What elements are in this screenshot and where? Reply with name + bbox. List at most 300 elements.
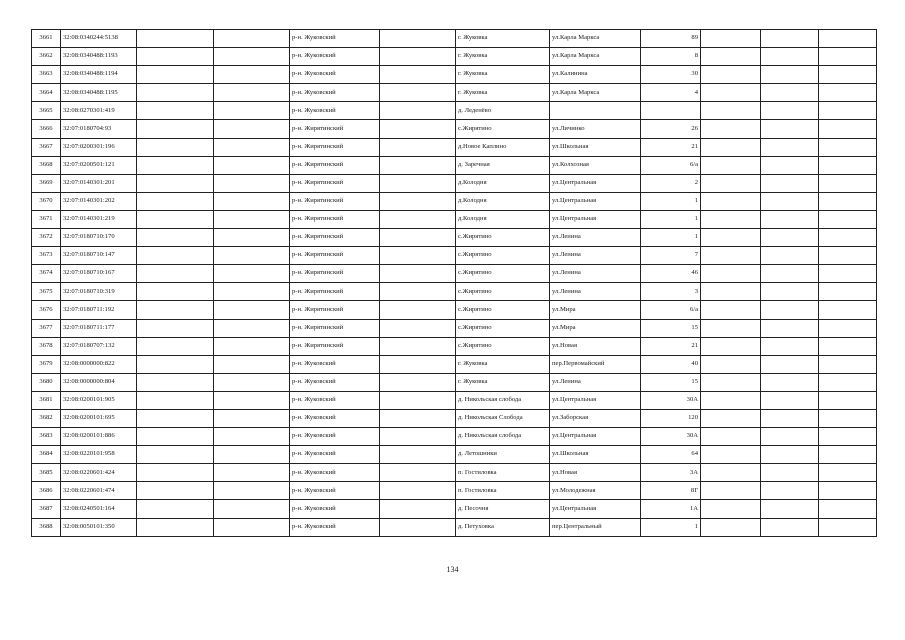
cell-locality: д. Никольская слобода: [456, 428, 550, 446]
cell-blank-col-4: [214, 84, 290, 102]
cell-district: р-н. Жуковский: [290, 102, 380, 120]
cell-blank-col-4: [214, 337, 290, 355]
cell-blank-col-6: [380, 174, 456, 192]
cell-house-number: [641, 102, 701, 120]
cell-locality: с.Жирятино: [456, 247, 550, 265]
cell-blank-col-10: [701, 428, 761, 446]
cell-blank-col-12: [819, 48, 877, 66]
cell-blank-col-11: [761, 464, 819, 482]
cell-blank-col-3: [137, 283, 214, 301]
cell-cadastral-number: 32:07:0180710:170: [61, 229, 137, 247]
cell-blank-col-11: [761, 319, 819, 337]
cell-blank-col-12: [819, 84, 877, 102]
cell-blank-col-11: [761, 301, 819, 319]
cell-blank-col-11: [761, 138, 819, 156]
cell-blank-col-4: [214, 210, 290, 228]
cell-house-number: 1: [641, 229, 701, 247]
table-row: [32, 30, 877, 48]
cell-blank-col-12: [819, 518, 877, 536]
cell-blank-col-6: [380, 464, 456, 482]
cell-row-number: 3678: [32, 337, 61, 355]
cell-house-number: 21: [641, 337, 701, 355]
table-row: [32, 464, 877, 482]
table-row: [32, 192, 877, 210]
cell-blank-col-3: [137, 66, 214, 84]
cell-district: р-н. Жирятинский: [290, 210, 380, 228]
cell-cadastral-number: 32:08:0240501:164: [61, 500, 137, 518]
cell-blank-col-4: [214, 355, 290, 373]
cell-locality: с.Жирятино: [456, 283, 550, 301]
cell-blank-col-6: [380, 500, 456, 518]
cell-street: ул.Карла Маркса: [550, 48, 641, 66]
cell-blank-col-12: [819, 138, 877, 156]
cell-row-number: 3681: [32, 391, 61, 409]
cell-district: р-н. Жуковский: [290, 446, 380, 464]
cell-cadastral-number: 32:08:0220101:958: [61, 446, 137, 464]
cell-street: ул.Школьная: [550, 138, 641, 156]
cell-blank-col-12: [819, 102, 877, 120]
cell-blank-col-3: [137, 192, 214, 210]
cell-locality: д. Никольская слобода: [456, 391, 550, 409]
cell-row-number: 3687: [32, 500, 61, 518]
cell-blank-col-3: [137, 391, 214, 409]
cell-district: р-н. Жуковский: [290, 391, 380, 409]
cell-blank-col-4: [214, 518, 290, 536]
table-row: [32, 66, 877, 84]
cell-street: ул.Молодежная: [550, 482, 641, 500]
cell-house-number: 1А: [641, 500, 701, 518]
cell-district: р-н. Жирятинский: [290, 120, 380, 138]
cell-blank-col-3: [137, 482, 214, 500]
cell-blank-col-10: [701, 48, 761, 66]
cell-blank-col-3: [137, 265, 214, 283]
cell-house-number: 2: [641, 174, 701, 192]
cell-blank-col-11: [761, 265, 819, 283]
cell-district: р-н. Жуковский: [290, 409, 380, 427]
cell-blank-col-4: [214, 283, 290, 301]
cell-blank-col-12: [819, 229, 877, 247]
table-row: [32, 409, 877, 427]
cell-blank-col-4: [214, 174, 290, 192]
cell-locality: г. Жуковка: [456, 355, 550, 373]
cell-house-number: 40: [641, 355, 701, 373]
cell-blank-col-12: [819, 66, 877, 84]
cell-street: пер.Центральный: [550, 518, 641, 536]
cell-blank-col-3: [137, 210, 214, 228]
cell-row-number: 3682: [32, 409, 61, 427]
cell-blank-col-3: [137, 464, 214, 482]
cell-blank-col-12: [819, 373, 877, 391]
cell-locality: д. Леденёво: [456, 102, 550, 120]
cell-street: ул.Карла Маркса: [550, 84, 641, 102]
cell-district: р-н. Жуковский: [290, 66, 380, 84]
cell-blank-col-12: [819, 446, 877, 464]
cell-house-number: 6/а: [641, 301, 701, 319]
cell-blank-col-11: [761, 283, 819, 301]
cell-blank-col-4: [214, 446, 290, 464]
cell-district: р-н. Жирятинский: [290, 337, 380, 355]
cell-blank-col-6: [380, 48, 456, 66]
table-row: [32, 482, 877, 500]
cell-blank-col-3: [137, 301, 214, 319]
cell-house-number: 30: [641, 66, 701, 84]
cell-street: ул.Центральная: [550, 174, 641, 192]
cell-house-number: 30А: [641, 391, 701, 409]
cell-locality: д. Песочня: [456, 500, 550, 518]
cell-blank-col-10: [701, 229, 761, 247]
cell-cadastral-number: 32:08:0200101:886: [61, 428, 137, 446]
cell-street: ул.Центральная: [550, 391, 641, 409]
cell-blank-col-6: [380, 391, 456, 409]
cell-locality: с.Жирятино: [456, 229, 550, 247]
cell-row-number: 3679: [32, 355, 61, 373]
cell-blank-col-6: [380, 518, 456, 536]
cell-blank-col-6: [380, 66, 456, 84]
cell-blank-col-11: [761, 409, 819, 427]
cell-cadastral-number: 32:08:0340244:5138: [61, 30, 137, 48]
cell-cadastral-number: 32:08:0000000:804: [61, 373, 137, 391]
cell-blank-col-11: [761, 355, 819, 373]
table-row: [32, 247, 877, 265]
cell-street: ул.Заборская: [550, 409, 641, 427]
cell-blank-col-10: [701, 446, 761, 464]
cell-house-number: 1: [641, 192, 701, 210]
cell-row-number: 3675: [32, 283, 61, 301]
cell-blank-col-12: [819, 482, 877, 500]
cell-blank-col-12: [819, 156, 877, 174]
cell-blank-col-11: [761, 102, 819, 120]
cell-locality: д.Новое Каплино: [456, 138, 550, 156]
cell-street: ул.Колхозная: [550, 156, 641, 174]
cell-row-number: 3684: [32, 446, 61, 464]
table-row: [32, 428, 877, 446]
cell-blank-col-6: [380, 301, 456, 319]
cell-house-number: 64: [641, 446, 701, 464]
cell-cadastral-number: 32:08:0220601:474: [61, 482, 137, 500]
cell-blank-col-3: [137, 229, 214, 247]
cell-cadastral-number: 32:08:0200101:695: [61, 409, 137, 427]
cell-blank-col-11: [761, 66, 819, 84]
cell-locality: д. Петуховка: [456, 518, 550, 536]
cell-district: р-н. Жуковский: [290, 428, 380, 446]
table-row: [32, 446, 877, 464]
table-row: [32, 84, 877, 102]
cell-blank-col-3: [137, 120, 214, 138]
cell-blank-col-3: [137, 319, 214, 337]
cell-house-number: 30А: [641, 428, 701, 446]
cell-street: ул.Центральная: [550, 192, 641, 210]
page-number: 134: [446, 565, 459, 574]
cell-blank-col-4: [214, 409, 290, 427]
cell-blank-col-3: [137, 102, 214, 120]
cell-street: ул.Калинина: [550, 66, 641, 84]
cell-street: ул.Новая: [550, 464, 641, 482]
cell-blank-col-6: [380, 446, 456, 464]
cell-blank-col-6: [380, 138, 456, 156]
cell-blank-col-11: [761, 247, 819, 265]
cell-street: ул.Центральная: [550, 500, 641, 518]
cell-cadastral-number: 32:07:0200501:121: [61, 156, 137, 174]
cell-blank-col-4: [214, 464, 290, 482]
cell-house-number: 7: [641, 247, 701, 265]
cell-cadastral-number: 32:07:0200301:196: [61, 138, 137, 156]
cell-blank-col-11: [761, 229, 819, 247]
cell-locality: с.Жирятино: [456, 319, 550, 337]
cell-blank-col-4: [214, 30, 290, 48]
cell-house-number: 21: [641, 138, 701, 156]
cell-district: р-н. Жирятинский: [290, 156, 380, 174]
cell-blank-col-10: [701, 518, 761, 536]
table-row: [32, 229, 877, 247]
cell-cadastral-number: 32:07:0180704:93: [61, 120, 137, 138]
cell-blank-col-12: [819, 265, 877, 283]
cell-blank-col-6: [380, 102, 456, 120]
table-row: [32, 265, 877, 283]
cell-blank-col-4: [214, 229, 290, 247]
cell-house-number: 15: [641, 373, 701, 391]
cell-locality: г. Жуковка: [456, 30, 550, 48]
cell-row-number: 3683: [32, 428, 61, 446]
cell-row-number: 3686: [32, 482, 61, 500]
cell-locality: с.Жирятино: [456, 337, 550, 355]
cell-blank-col-12: [819, 391, 877, 409]
cell-blank-col-4: [214, 265, 290, 283]
cell-row-number: 3668: [32, 156, 61, 174]
cell-cadastral-number: 32:08:0340488:1195: [61, 84, 137, 102]
cell-blank-col-4: [214, 482, 290, 500]
cell-locality: д.Колодня: [456, 210, 550, 228]
cell-cadastral-number: 32:08:0270301:419: [61, 102, 137, 120]
cell-district: р-н. Жирятинский: [290, 319, 380, 337]
cell-blank-col-6: [380, 409, 456, 427]
cell-blank-col-11: [761, 210, 819, 228]
cell-street: ул.Карла Маркса: [550, 30, 641, 48]
cell-blank-col-11: [761, 48, 819, 66]
cell-locality: д.Колодня: [456, 174, 550, 192]
cell-locality: г. Жуковка: [456, 48, 550, 66]
cell-street: ул.Ленина: [550, 247, 641, 265]
cell-district: р-н. Жуковский: [290, 373, 380, 391]
cell-blank-col-3: [137, 409, 214, 427]
cell-blank-col-10: [701, 319, 761, 337]
cell-house-number: 1: [641, 210, 701, 228]
cell-blank-col-4: [214, 48, 290, 66]
cell-row-number: 3671: [32, 210, 61, 228]
table-row: [32, 355, 877, 373]
cell-house-number: 1: [641, 518, 701, 536]
cell-row-number: 3672: [32, 229, 61, 247]
cell-district: р-н. Жуковский: [290, 48, 380, 66]
cell-blank-col-3: [137, 373, 214, 391]
cell-blank-col-3: [137, 156, 214, 174]
cell-blank-col-6: [380, 373, 456, 391]
cell-locality: д. Летошники: [456, 446, 550, 464]
cell-cadastral-number: 32:07:0180710:167: [61, 265, 137, 283]
cell-blank-col-11: [761, 446, 819, 464]
cell-blank-col-4: [214, 500, 290, 518]
cell-row-number: 3674: [32, 265, 61, 283]
cell-blank-col-10: [701, 120, 761, 138]
cell-house-number: 26: [641, 120, 701, 138]
table-row: [32, 48, 877, 66]
cell-blank-col-10: [701, 482, 761, 500]
table-row: [32, 120, 877, 138]
cell-blank-col-3: [137, 337, 214, 355]
cell-blank-col-3: [137, 247, 214, 265]
cell-blank-col-11: [761, 428, 819, 446]
cell-blank-col-10: [701, 102, 761, 120]
cell-blank-col-12: [819, 500, 877, 518]
cell-cadastral-number: 32:07:0140301:202: [61, 192, 137, 210]
cell-blank-col-3: [137, 84, 214, 102]
cell-blank-col-6: [380, 319, 456, 337]
cell-blank-col-12: [819, 283, 877, 301]
cell-blank-col-6: [380, 192, 456, 210]
table-row: [32, 500, 877, 518]
cell-blank-col-6: [380, 210, 456, 228]
cell-blank-col-4: [214, 247, 290, 265]
cell-row-number: 3661: [32, 30, 61, 48]
table-row: [32, 283, 877, 301]
cell-blank-col-10: [701, 409, 761, 427]
cell-blank-col-12: [819, 337, 877, 355]
cell-blank-col-3: [137, 446, 214, 464]
cell-house-number: 15: [641, 319, 701, 337]
cell-house-number: 6/а: [641, 156, 701, 174]
cell-locality: с.Жирятино: [456, 265, 550, 283]
cell-blank-col-6: [380, 30, 456, 48]
cell-blank-col-11: [761, 192, 819, 210]
table-row: [32, 301, 877, 319]
cell-street: ул.Ленина: [550, 265, 641, 283]
cell-house-number: 8: [641, 48, 701, 66]
cell-street: ул.Ленина: [550, 283, 641, 301]
cell-street: ул.Ленина: [550, 229, 641, 247]
cell-blank-col-11: [761, 30, 819, 48]
table-row: [32, 102, 877, 120]
cell-cadastral-number: 32:07:0140301:201: [61, 174, 137, 192]
cell-blank-col-11: [761, 120, 819, 138]
table-row: [32, 518, 877, 536]
cell-blank-col-4: [214, 102, 290, 120]
cell-blank-col-6: [380, 482, 456, 500]
cell-cadastral-number: 32:08:0340488:1194: [61, 66, 137, 84]
cell-cadastral-number: 32:07:0140301:219: [61, 210, 137, 228]
cell-row-number: 3669: [32, 174, 61, 192]
cell-blank-col-11: [761, 482, 819, 500]
cell-cadastral-number: 32:08:0050101:350: [61, 518, 137, 536]
table-row: [32, 319, 877, 337]
cell-house-number: 120: [641, 409, 701, 427]
cell-cadastral-number: 32:08:0220601:424: [61, 464, 137, 482]
cell-row-number: 3666: [32, 120, 61, 138]
cell-blank-col-12: [819, 428, 877, 446]
cell-street: ул.Ленина: [550, 373, 641, 391]
cell-house-number: 3: [641, 283, 701, 301]
cell-blank-col-10: [701, 138, 761, 156]
cell-blank-col-10: [701, 192, 761, 210]
cell-row-number: 3665: [32, 102, 61, 120]
cell-blank-col-12: [819, 30, 877, 48]
cell-row-number: 3688: [32, 518, 61, 536]
table-row: [32, 373, 877, 391]
cell-street: ул.Мира: [550, 301, 641, 319]
cell-blank-col-4: [214, 428, 290, 446]
cell-blank-col-12: [819, 247, 877, 265]
cell-blank-col-10: [701, 30, 761, 48]
cell-blank-col-10: [701, 337, 761, 355]
cell-locality: д. Никольская Слобода: [456, 409, 550, 427]
cell-blank-col-12: [819, 192, 877, 210]
cell-blank-col-12: [819, 355, 877, 373]
cell-district: р-н. Жирятинский: [290, 138, 380, 156]
cell-blank-col-6: [380, 247, 456, 265]
cell-house-number: 8Г: [641, 482, 701, 500]
property-registry-table: [31, 29, 877, 537]
table-row: [32, 156, 877, 174]
cell-blank-col-3: [137, 48, 214, 66]
cell-blank-col-10: [701, 265, 761, 283]
cell-blank-col-4: [214, 66, 290, 84]
cell-blank-col-10: [701, 373, 761, 391]
cell-blank-col-12: [819, 319, 877, 337]
cell-blank-col-10: [701, 500, 761, 518]
cell-blank-col-12: [819, 174, 877, 192]
cell-locality: п. Гостиловка: [456, 482, 550, 500]
cell-district: р-н. Жуковский: [290, 464, 380, 482]
cell-blank-col-11: [761, 391, 819, 409]
cell-locality: д. Заречная: [456, 156, 550, 174]
cell-blank-col-12: [819, 120, 877, 138]
cell-blank-col-4: [214, 156, 290, 174]
cell-blank-col-4: [214, 138, 290, 156]
cell-street: ул.Центральная: [550, 428, 641, 446]
cell-street: ул.Центральная: [550, 210, 641, 228]
cell-blank-col-12: [819, 301, 877, 319]
cell-cadastral-number: 32:07:0180710:147: [61, 247, 137, 265]
cell-blank-col-11: [761, 337, 819, 355]
cell-blank-col-10: [701, 156, 761, 174]
cell-blank-col-10: [701, 247, 761, 265]
cell-blank-col-4: [214, 120, 290, 138]
cell-blank-col-10: [701, 174, 761, 192]
cell-district: р-н. Жуковский: [290, 30, 380, 48]
cell-blank-col-12: [819, 409, 877, 427]
cell-blank-col-11: [761, 174, 819, 192]
cell-blank-col-6: [380, 156, 456, 174]
cell-street: ул.Личинко: [550, 120, 641, 138]
cell-district: р-н. Жирятинский: [290, 174, 380, 192]
cell-blank-col-6: [380, 428, 456, 446]
cell-blank-col-3: [137, 500, 214, 518]
cell-blank-col-3: [137, 174, 214, 192]
cell-row-number: 3663: [32, 66, 61, 84]
cell-blank-col-10: [701, 391, 761, 409]
cell-blank-col-4: [214, 192, 290, 210]
cell-blank-col-6: [380, 229, 456, 247]
cell-street: пер.Первомайский: [550, 355, 641, 373]
cell-house-number: 46: [641, 265, 701, 283]
cell-blank-col-11: [761, 518, 819, 536]
cell-house-number: 89: [641, 30, 701, 48]
cell-district: р-н. Жирятинский: [290, 265, 380, 283]
cell-district: р-н. Жирятинский: [290, 229, 380, 247]
cell-blank-col-10: [701, 66, 761, 84]
table-row: [32, 174, 877, 192]
cell-blank-col-3: [137, 138, 214, 156]
cell-district: р-н. Жирятинский: [290, 301, 380, 319]
cell-locality: п. Гостиловка: [456, 464, 550, 482]
